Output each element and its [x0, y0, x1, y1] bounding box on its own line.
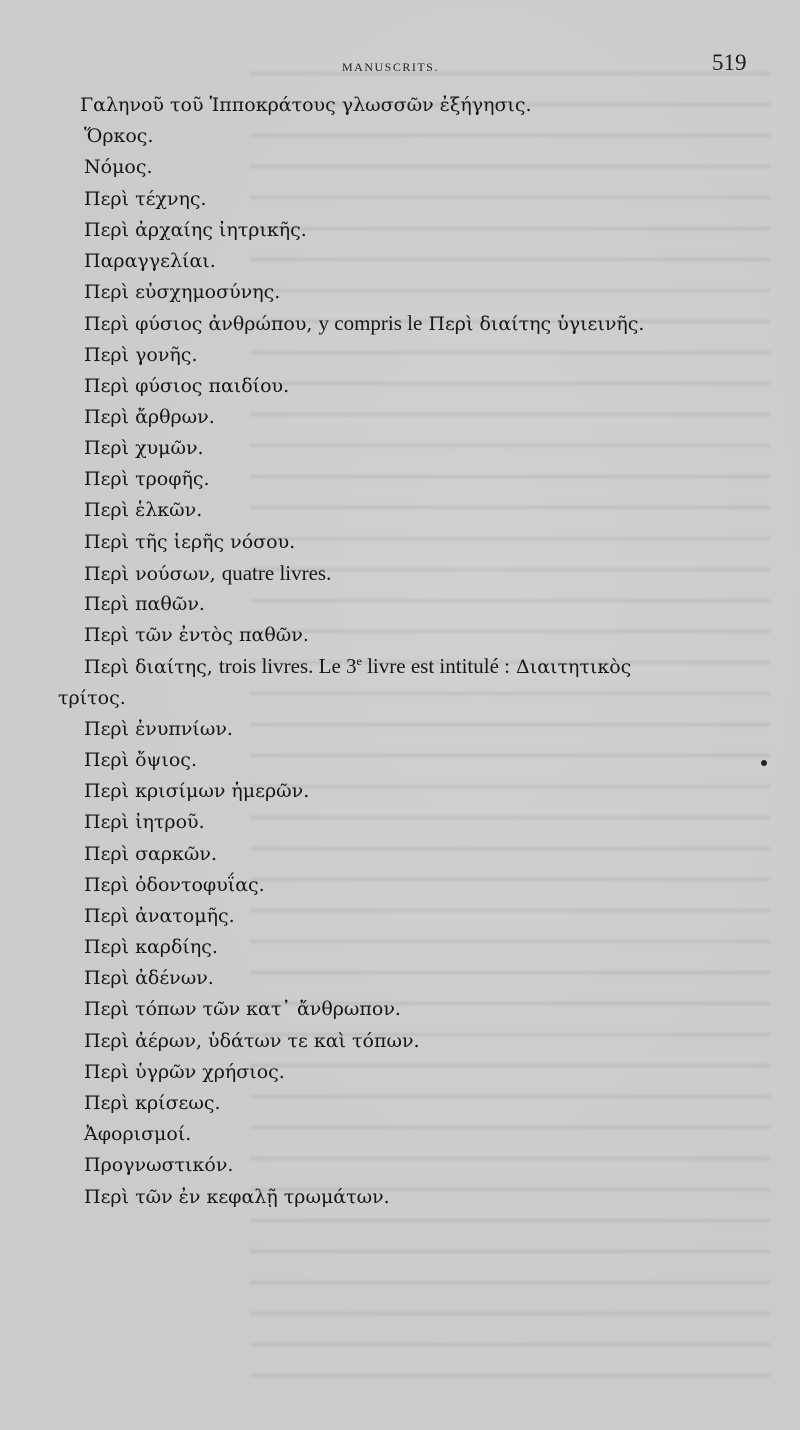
greek-title: Περὶ ἑλκῶν.	[84, 499, 203, 522]
list-item	[0, 308, 800, 339]
greek-title: Περὶ γονῆς.	[84, 343, 198, 366]
greek-title: Προγνωστικόν.	[84, 1154, 234, 1177]
ink-speck	[761, 760, 767, 766]
greek-title: Περὶ ἀδένων.	[84, 967, 214, 990]
manuscript-list	[0, 90, 800, 1213]
greek-title-secondary: Διαιτητικὸς	[516, 656, 632, 679]
greek-title: Περὶ χυμῶν.	[84, 437, 204, 460]
greek-title: Περὶ ὀδοντοφυΐας.	[84, 873, 265, 896]
list-item	[0, 495, 800, 526]
page-number: 519	[712, 50, 747, 75]
list-item	[0, 340, 800, 371]
greek-title: Περὶ τῆς ἱερῆς νόσου.	[84, 530, 296, 553]
greek-title: Ὅρκος.	[84, 125, 154, 148]
greek-title: Περὶ εὐσχημοσύνης.	[84, 281, 281, 304]
greek-title: Περὶ ὄψιος.	[84, 748, 197, 771]
list-item	[0, 620, 800, 651]
list-item	[0, 901, 800, 932]
list-item	[0, 464, 800, 495]
list-item	[0, 1057, 800, 1088]
greek-title: Περὶ κρίσεως.	[84, 1092, 221, 1114]
greek-title: Περὶ διαίτης,	[84, 656, 213, 679]
list-item	[0, 433, 800, 464]
list-item	[0, 963, 800, 994]
list-item	[0, 776, 800, 807]
greek-title: Παραγγελίαι.	[84, 249, 216, 272]
greek-title: Περὶ φύσιος ἀνθρώπου,	[84, 313, 313, 336]
greek-title: Περὶ τῶν ἐν κεφαλῇ τρωμάτων.	[84, 1185, 390, 1208]
greek-title: Περὶ νούσων,	[84, 562, 216, 585]
greek-title: Περὶ ἰητροῦ.	[84, 811, 205, 834]
list-item	[0, 745, 800, 776]
list-item	[0, 527, 800, 558]
list-item	[0, 152, 800, 183]
greek-title: Περὶ ἀέρων, ὑδάτων τε καὶ τόπων.	[84, 1029, 420, 1052]
greek-title: Περὶ ἐνυπνίων.	[84, 717, 233, 740]
greek-title: Γαληνοῦ τοῦ Ἱπποκράτους γλωσσῶν ἐξήγησις.	[80, 94, 532, 116]
greek-title: Περὶ παθῶν.	[84, 593, 205, 615]
list-item	[0, 246, 800, 277]
list-item	[0, 215, 800, 246]
greek-title: Περὶ τροφῆς.	[84, 468, 210, 491]
greek-title: Περὶ τόπων τῶν κατ᾽ ἄνθρωπον.	[84, 998, 401, 1021]
greek-title: Περὶ ἀρχαίης ἰητρικῆς.	[84, 218, 307, 241]
greek-title: Περὶ ἄρθρων.	[84, 405, 215, 428]
list-item	[0, 1150, 800, 1181]
list-item	[0, 589, 800, 620]
list-item-continuation	[0, 683, 800, 714]
greek-title: τρίτος.	[58, 686, 126, 709]
running-head: MANUSCRITS.	[342, 60, 439, 74]
superscript: e	[356, 654, 362, 669]
greek-title: Περὶ καρδίης.	[84, 936, 218, 959]
french-note: y compris le	[318, 311, 423, 336]
list-item	[0, 184, 800, 215]
greek-title: Περὶ κρισίμων ἡμερῶν.	[84, 780, 310, 803]
list-item	[0, 90, 800, 121]
list-item	[0, 807, 800, 838]
list-item	[0, 839, 800, 870]
list-item	[0, 714, 800, 745]
greek-title: Περὶ σαρκῶν.	[84, 842, 217, 865]
french-note: quatre livres.	[221, 560, 332, 585]
greek-title: Περὶ τέχνης.	[84, 187, 207, 210]
french-note-part: trois livres. Le 3	[218, 654, 357, 679]
list-item	[0, 402, 800, 433]
greek-title: Περὶ ἀνατομῆς.	[84, 904, 235, 927]
greek-title: Περὶ ὑγρῶν χρήσιος.	[84, 1060, 285, 1083]
list-item	[0, 121, 800, 152]
greek-title-secondary: Περὶ διαίτης ὑγιεινῆς.	[428, 313, 645, 336]
greek-title: Περὶ φύσιος παιδίου.	[84, 374, 290, 397]
list-item	[0, 870, 800, 901]
list-item	[0, 1182, 800, 1213]
list-item	[0, 277, 800, 308]
list-item	[0, 558, 800, 589]
list-item	[0, 1088, 800, 1119]
greek-title: Νόμος.	[84, 156, 153, 179]
greek-title: Περὶ τῶν ἐντὸς παθῶν.	[84, 624, 309, 647]
greek-title: Ἀφορισμοί.	[84, 1123, 192, 1146]
french-note	[219, 654, 510, 678]
list-item	[0, 371, 800, 402]
list-item	[0, 1026, 800, 1057]
list-item	[0, 1119, 800, 1150]
french-note-part: livre est intitulé :	[367, 654, 510, 679]
list-item	[0, 994, 800, 1025]
list-item	[0, 651, 800, 682]
list-item	[0, 932, 800, 963]
